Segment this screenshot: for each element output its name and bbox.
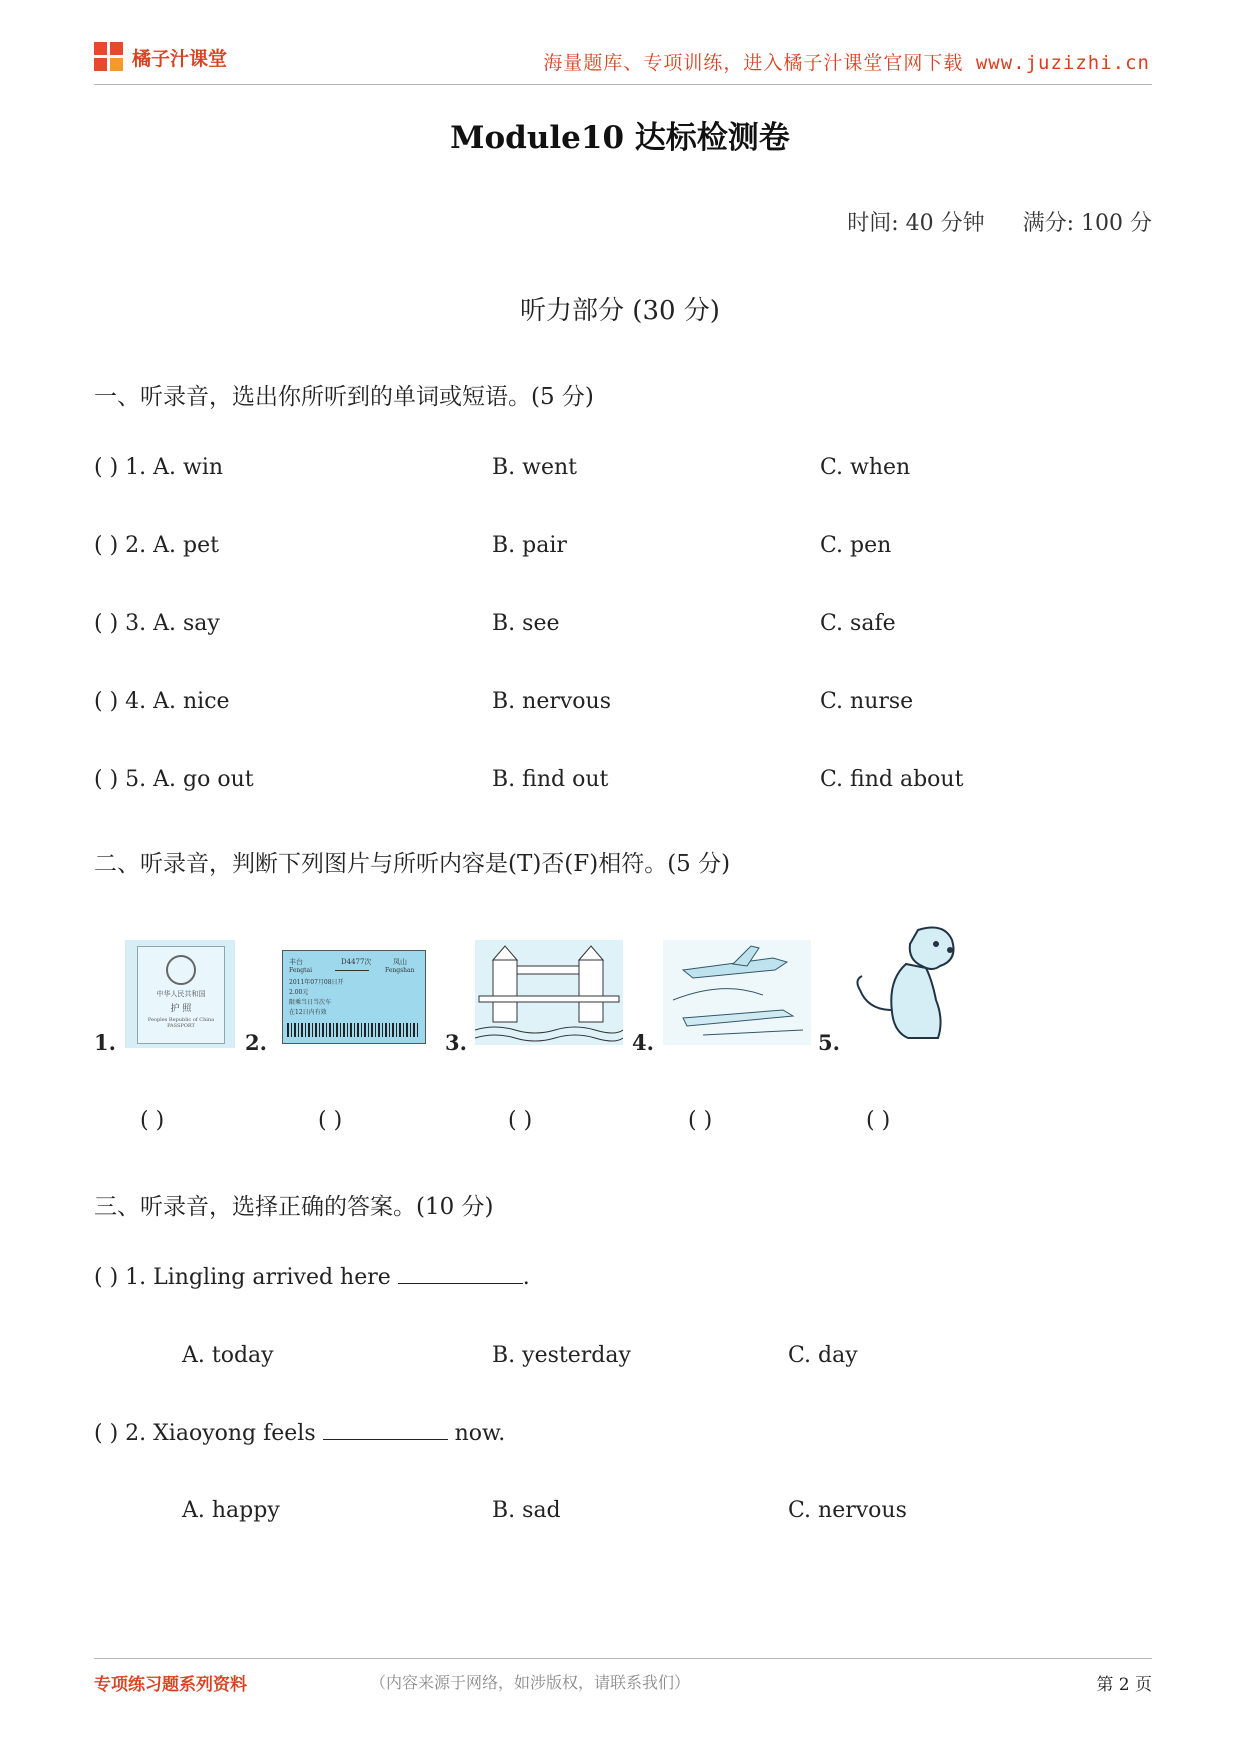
ticket-line4: 在12日内有效 (289, 1009, 327, 1016)
barcode-icon (287, 1023, 419, 1037)
page-title: Module10 达标检测卷 (450, 120, 790, 156)
part1-item: ( ) 5. A. go out (94, 767, 254, 792)
part1-option-c: C. find about (820, 767, 964, 792)
part1-heading: 一、听录音，选出你所听到的单词或短语。(5 分) (94, 384, 594, 410)
exam-time: 时间: 40 分钟 (847, 211, 985, 236)
header-slogan[interactable]: 海量题库、专项训练，进入橘子汁课堂官网下载 www.juzizhi.cn (543, 52, 1150, 74)
airplane-icon (663, 940, 811, 1045)
passport-word: 护 照 (170, 1004, 192, 1014)
part3-option-c: C. day (788, 1343, 858, 1368)
ticket-from: 丰台 (289, 958, 303, 966)
brand-logo[interactable] (94, 42, 227, 72)
answer-blank[interactable]: ( ) (140, 1108, 165, 1133)
brand-name: 橘子汁课堂 (132, 47, 228, 70)
ticket-from-en: Fengtai (289, 967, 312, 974)
exam-meta (847, 206, 1152, 237)
passport-en2: PASSPORT (167, 1023, 195, 1029)
ticket-line3: 限乘当日当次车 (289, 999, 332, 1006)
header-divider (94, 84, 1152, 85)
ticket-to-en: Fengshan (385, 967, 415, 974)
ticket-line2: 2.00元 (289, 989, 309, 996)
part3-option-a: A. today (182, 1343, 274, 1368)
part3-heading: 三、听录音，选择正确的答案。(10 分) (94, 1194, 494, 1220)
part3-option-b: B. sad (492, 1498, 561, 1523)
question-end: now. (454, 1421, 506, 1446)
page-number: 第 2 页 (1096, 1675, 1152, 1695)
passport-country: 中华人民共和国 (156, 990, 206, 998)
part1-item: ( ) 2. A. pet (94, 533, 219, 558)
train-ticket-icon (282, 950, 426, 1044)
answer-blank[interactable]: ( ) (866, 1108, 891, 1133)
picture-number: 4. (632, 1030, 654, 1055)
exam-score: 满分: 100 分 (1022, 211, 1152, 236)
logo-icon (94, 42, 124, 72)
part1-option-c: C. safe (820, 611, 896, 636)
part2-heading: 二、听录音，判断下列图片与所听内容是(T)否(F)相符。(5 分) (94, 851, 731, 877)
part1-option-b: B. see (492, 611, 560, 636)
ticket-to: 凤山 (393, 958, 407, 966)
part3-option-c: C. nervous (788, 1498, 907, 1523)
part1-option-b: B. went (492, 455, 578, 480)
answer-blank[interactable]: ( ) (688, 1108, 713, 1133)
part1-option-b: B. pair (492, 533, 567, 558)
part1-option-c: C. pen (820, 533, 892, 558)
picture-number: 3. (445, 1030, 467, 1055)
part1-option-c: C. when (820, 455, 911, 480)
tower-bridge-icon (475, 940, 623, 1045)
fill-blank[interactable] (398, 1265, 523, 1284)
ticket-line1: 2011年07月08日开 (289, 979, 344, 986)
picture-number: 1. (94, 1030, 116, 1055)
passport-icon (125, 940, 235, 1048)
question-stem: ( ) 2. Xiaoyong feels (94, 1421, 316, 1446)
part1-option-b: B. find out (492, 767, 609, 792)
part1-item: ( ) 3. A. say (94, 611, 220, 636)
dog-icon (848, 920, 960, 1045)
fill-blank[interactable] (323, 1421, 448, 1440)
part3-question (94, 1265, 530, 1290)
footer-divider (94, 1658, 1152, 1659)
part1-item: ( ) 4. A. nice (94, 689, 230, 714)
part1-option-c: C. nurse (820, 689, 914, 714)
picture-number: 2. (245, 1030, 267, 1055)
answer-blank[interactable]: ( ) (508, 1108, 533, 1133)
ticket-train: D4477次 (341, 958, 372, 966)
passport-en: Peoples Republic of China (147, 1017, 215, 1023)
part3-question (94, 1421, 505, 1446)
part1-item: ( ) 1. A. win (94, 455, 224, 480)
part3-option-b: B. yesterday (492, 1343, 631, 1368)
answer-blank[interactable]: ( ) (318, 1108, 343, 1133)
picture-number: 5. (818, 1030, 840, 1055)
part1-option-b: B. nervous (492, 689, 611, 714)
footer-copyright: （内容来源于网络，如涉版权，请联系我们） (370, 1673, 691, 1692)
section-title: 听力部分 (30 分) (520, 296, 720, 326)
question-stem: ( ) 1. Lingling arrived here (94, 1265, 391, 1290)
part3-option-a: A. happy (182, 1498, 280, 1523)
footer-series: 专项练习题系列资料 (94, 1675, 247, 1695)
question-end: . (522, 1265, 530, 1290)
